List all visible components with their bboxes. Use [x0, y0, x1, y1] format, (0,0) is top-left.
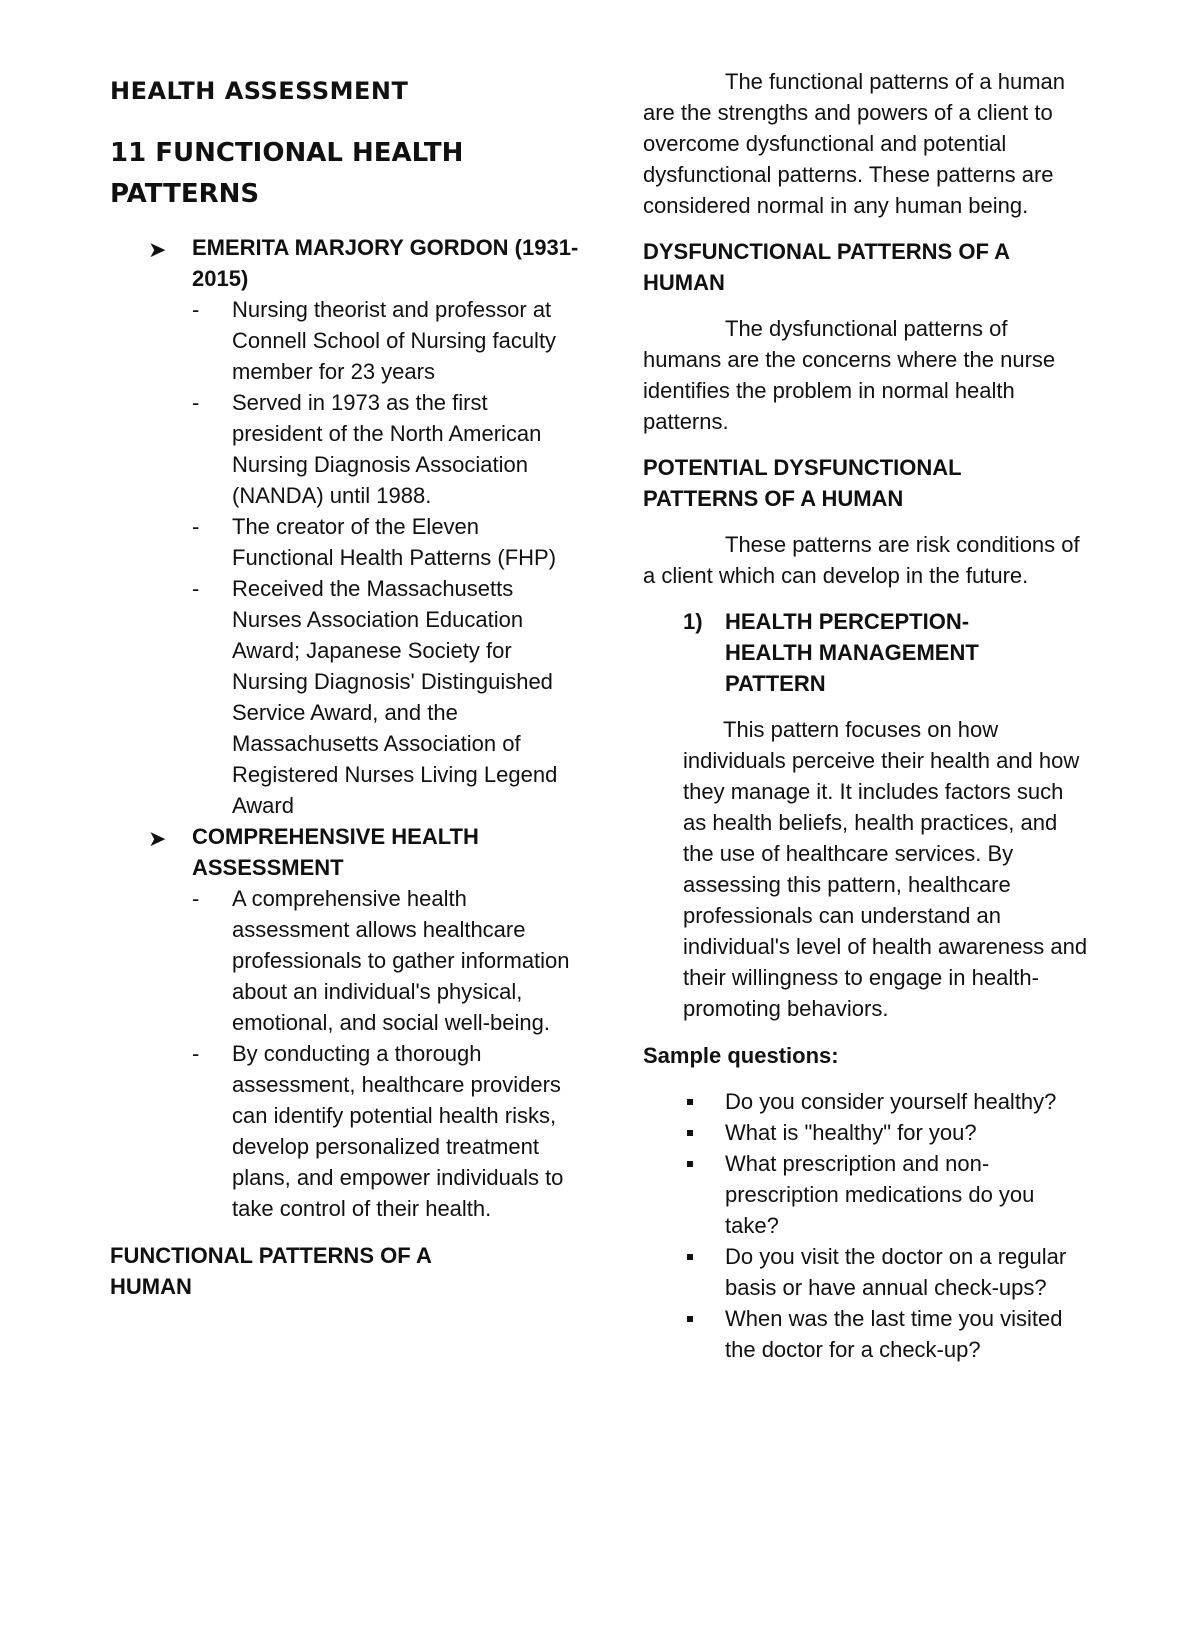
pattern1-heading: HEALTH PERCEPTION-HEALTH MANAGEMENT PATTERN: [725, 609, 979, 696]
dash-bullet-icon: -: [192, 886, 200, 911]
square-bullet-icon: [687, 1130, 693, 1136]
list-item: [192, 294, 580, 387]
gordon-section: [110, 232, 580, 1302]
functional-paragraph: The functional patterns of a human are the strengths and powers of a client to overcome dysfunctional and potential dysfunctional patterns. These patterns are considered normal in any human being.: [643, 69, 1065, 218]
pattern1-number: 1): [683, 609, 703, 634]
square-bullet-icon: [687, 1254, 693, 1260]
comprehensive-point: A comprehensive health assessment allows healthcare professionals to gather information about an individual's physical, emotional, and social well-being.: [232, 886, 570, 1035]
list-item: [643, 1117, 1088, 1148]
list-item: [192, 511, 580, 573]
potential-paragraph: These patterns are risk conditions of a client which can develop in the future.: [643, 532, 1080, 588]
dysfunctional-paragraph: The dysfunctional patterns of humans are the concerns where the nurse identifies the problem in normal health patterns.: [643, 316, 1056, 434]
gordon-heading: EMERITA MARJORY GORDON (1931-2015): [192, 235, 579, 291]
dash-bullet-icon: -: [192, 514, 200, 539]
list-item: [643, 1241, 1088, 1303]
sample-questions-list: [643, 1086, 1088, 1365]
list-item: [192, 573, 580, 821]
question-text: Do you consider yourself healthy?: [725, 1089, 1057, 1114]
list-item: [192, 883, 580, 1038]
comprehensive-heading-item: [110, 821, 580, 883]
question-text: What is "healthy" for you?: [725, 1120, 977, 1145]
dash-bullet-icon: -: [192, 297, 200, 322]
question-text: What prescription and non-prescription medications do you take?: [725, 1151, 1035, 1238]
list-item: [643, 1086, 1088, 1117]
question-text: Do you visit the doctor on a regular basis or have annual check-ups?: [725, 1244, 1067, 1300]
square-bullet-icon: [687, 1161, 693, 1167]
dash-bullet-icon: -: [192, 390, 200, 415]
dash-bullet-icon: -: [192, 1041, 200, 1066]
dysfunctional-heading: DYSFUNCTIONAL PATTERNS OF A HUMAN: [643, 239, 1010, 295]
comprehensive-point: By conducting a thorough assessment, healthcare providers can identify potential health risks, develop personalized treatment plans, and empower individuals to take control of their health.: [232, 1041, 564, 1221]
gordon-point: Nursing theorist and professor at Connell School of Nursing faculty member for 23 years: [232, 297, 557, 384]
list-item: [643, 1148, 1088, 1241]
arrow-bullet-icon: ➤: [148, 237, 167, 262]
document-title: HEALTH ASSESSMENT: [110, 77, 409, 105]
potential-heading: POTENTIAL DYSFUNCTIONAL PATTERNS OF A HUMAN: [643, 455, 962, 511]
gordon-point: Served in 1973 as the first president of the North American Nursing Diagnosis Association (NANDA) until 1988.: [232, 390, 542, 508]
question-text: When was the last time you visited the doctor for a check-up?: [725, 1306, 1063, 1362]
right-content: [643, 66, 1088, 1365]
document-subtitle: 11 FUNCTIONAL HEALTH PATTERNS: [110, 138, 464, 209]
dash-bullet-icon: -: [192, 576, 200, 601]
pattern1-paragraph: This pattern focuses on how individuals perceive their health and how they manage it. It includes factors such as health beliefs, health practices, and the use of healthcare services. By assessing this pattern, healthcare professionals can understand an individual's level of health awareness and their willingness to engage in health-promoting behaviors.: [683, 717, 1088, 1021]
pattern1-heading-item: [643, 606, 1045, 699]
functional-heading: FUNCTIONAL PATTERNS OF A HUMAN: [110, 1243, 432, 1299]
list-item: [643, 1303, 1088, 1365]
comprehensive-heading: COMPREHENSIVE HEALTH ASSESSMENT: [192, 824, 479, 880]
list-item: [192, 1038, 580, 1224]
gordon-point: The creator of the Eleven Functional Health Patterns (FHP): [232, 514, 557, 570]
gordon-heading-item: [110, 232, 580, 294]
arrow-bullet-icon: ➤: [148, 826, 167, 851]
sample-questions-heading: Sample questions:: [643, 1043, 839, 1068]
square-bullet-icon: [687, 1099, 693, 1105]
gordon-point: Received the Massachusetts Nurses Association Education Award; Japanese Society for Nursing Diagnosis' Distinguished Service Award, and the Massachusetts Association of Registered Nurses Living Legend Award: [232, 576, 558, 818]
list-item: [192, 387, 580, 511]
square-bullet-icon: [687, 1316, 693, 1322]
